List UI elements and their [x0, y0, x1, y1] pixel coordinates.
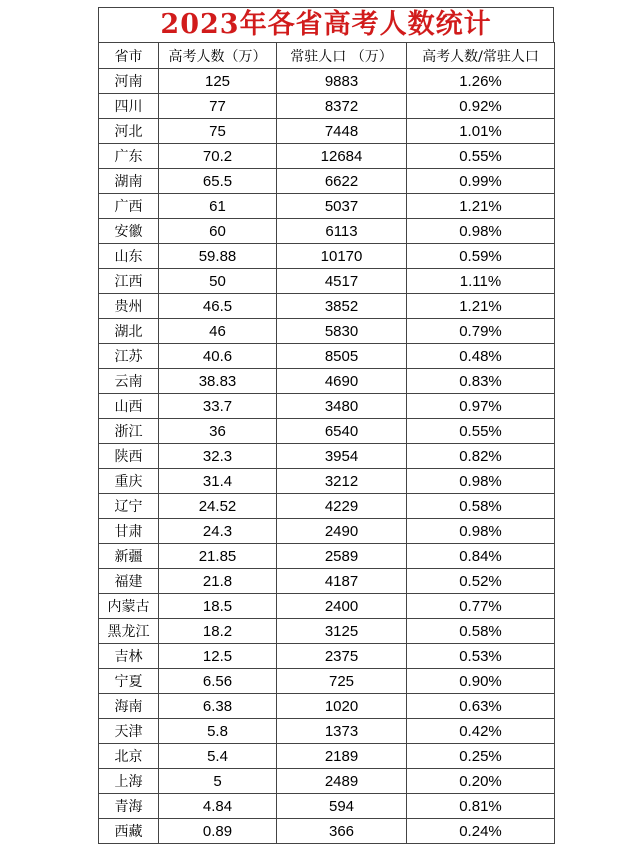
ratio-cell: 0.42%: [407, 719, 555, 744]
population-cell: 6113: [277, 219, 407, 244]
table-row: [99, 69, 555, 94]
population-cell: 8505: [277, 344, 407, 369]
population-cell: 2375: [277, 644, 407, 669]
exam-count-cell: 33.7: [159, 394, 277, 419]
exam-count-cell: 77: [159, 94, 277, 119]
table-row: [99, 744, 555, 769]
province-cell: 安徽: [99, 219, 159, 244]
ratio-cell: 0.52%: [407, 569, 555, 594]
header-row: [99, 43, 555, 69]
exam-count-cell: 31.4: [159, 469, 277, 494]
table-row: [99, 294, 555, 319]
province-cell: 湖北: [99, 319, 159, 344]
population-cell: 12684: [277, 144, 407, 169]
table-row: [99, 344, 555, 369]
province-cell: 吉林: [99, 644, 159, 669]
province-cell: 黑龙江: [99, 619, 159, 644]
population-cell: 3954: [277, 444, 407, 469]
population-cell: 9883: [277, 69, 407, 94]
exam-count-cell: 24.52: [159, 494, 277, 519]
province-cell: 西藏: [99, 819, 159, 844]
table-row: [99, 94, 555, 119]
ratio-cell: 0.24%: [407, 819, 555, 844]
province-cell: 陕西: [99, 444, 159, 469]
province-cell: 重庆: [99, 469, 159, 494]
province-cell: 云南: [99, 369, 159, 394]
population-cell: 594: [277, 794, 407, 819]
population-cell: 8372: [277, 94, 407, 119]
population-cell: 2189: [277, 744, 407, 769]
province-cell: 浙江: [99, 419, 159, 444]
ratio-cell: 0.59%: [407, 244, 555, 269]
table-row: [99, 394, 555, 419]
table-row: [99, 119, 555, 144]
exam-count-cell: 46.5: [159, 294, 277, 319]
ratio-cell: 0.77%: [407, 594, 555, 619]
ratio-cell: 1.01%: [407, 119, 555, 144]
exam-count-cell: 24.3: [159, 519, 277, 544]
header-population: 常驻人口 （万）: [277, 43, 407, 69]
ratio-cell: 1.11%: [407, 269, 555, 294]
table-row: [99, 369, 555, 394]
province-cell: 湖南: [99, 169, 159, 194]
ratio-cell: 0.58%: [407, 619, 555, 644]
exam-count-cell: 5.4: [159, 744, 277, 769]
ratio-cell: 0.98%: [407, 519, 555, 544]
population-cell: 2400: [277, 594, 407, 619]
exam-count-cell: 5.8: [159, 719, 277, 744]
table-row: [99, 444, 555, 469]
exam-count-cell: 12.5: [159, 644, 277, 669]
ratio-cell: 0.25%: [407, 744, 555, 769]
ratio-cell: 0.83%: [407, 369, 555, 394]
exam-count-cell: 40.6: [159, 344, 277, 369]
province-cell: 福建: [99, 569, 159, 594]
province-cell: 贵州: [99, 294, 159, 319]
population-cell: 7448: [277, 119, 407, 144]
exam-count-cell: 75: [159, 119, 277, 144]
ratio-cell: 0.58%: [407, 494, 555, 519]
population-cell: 4517: [277, 269, 407, 294]
table-row: [99, 669, 555, 694]
province-cell: 内蒙古: [99, 594, 159, 619]
province-cell: 宁夏: [99, 669, 159, 694]
population-cell: 3125: [277, 619, 407, 644]
table-row: [99, 694, 555, 719]
population-cell: 5830: [277, 319, 407, 344]
population-cell: 725: [277, 669, 407, 694]
header-ratio: 高考人数/常驻人口: [407, 43, 555, 69]
ratio-cell: 0.63%: [407, 694, 555, 719]
province-cell: 天津: [99, 719, 159, 744]
province-cell: 海南: [99, 694, 159, 719]
table-row: [99, 819, 555, 844]
exam-count-cell: 5: [159, 769, 277, 794]
header-province: 省市: [99, 43, 159, 69]
exam-count-cell: 36: [159, 419, 277, 444]
exam-count-cell: 38.83: [159, 369, 277, 394]
exam-count-cell: 59.88: [159, 244, 277, 269]
exam-count-cell: 21.8: [159, 569, 277, 594]
gaokao-table: [98, 42, 555, 844]
table-row: [99, 594, 555, 619]
province-cell: 广东: [99, 144, 159, 169]
table-row: [99, 269, 555, 294]
ratio-cell: 1.26%: [407, 69, 555, 94]
exam-count-cell: 60: [159, 219, 277, 244]
ratio-cell: 1.21%: [407, 194, 555, 219]
province-cell: 江西: [99, 269, 159, 294]
exam-count-cell: 65.5: [159, 169, 277, 194]
ratio-cell: 0.84%: [407, 544, 555, 569]
exam-count-cell: 50: [159, 269, 277, 294]
population-cell: 3212: [277, 469, 407, 494]
population-cell: 2589: [277, 544, 407, 569]
province-cell: 山东: [99, 244, 159, 269]
ratio-cell: 0.92%: [407, 94, 555, 119]
ratio-cell: 0.79%: [407, 319, 555, 344]
header-exam-count: 高考人数（万）: [159, 43, 277, 69]
table-row: [99, 469, 555, 494]
table-title: 2023年各省高考人数统计: [98, 7, 554, 42]
ratio-cell: 0.81%: [407, 794, 555, 819]
ratio-cell: 0.53%: [407, 644, 555, 669]
exam-count-cell: 46: [159, 319, 277, 344]
population-cell: 2489: [277, 769, 407, 794]
table-row: [99, 419, 555, 444]
province-cell: 四川: [99, 94, 159, 119]
province-cell: 山西: [99, 394, 159, 419]
population-cell: 6540: [277, 419, 407, 444]
population-cell: 3480: [277, 394, 407, 419]
exam-count-cell: 21.85: [159, 544, 277, 569]
exam-count-cell: 32.3: [159, 444, 277, 469]
ratio-cell: 0.98%: [407, 219, 555, 244]
ratio-cell: 0.48%: [407, 344, 555, 369]
table-row: [99, 169, 555, 194]
province-cell: 上海: [99, 769, 159, 794]
province-cell: 甘肃: [99, 519, 159, 544]
province-cell: 广西: [99, 194, 159, 219]
exam-count-cell: 6.38: [159, 694, 277, 719]
stats-sheet: [98, 7, 554, 844]
population-cell: 1020: [277, 694, 407, 719]
table-row: [99, 194, 555, 219]
table-body: [99, 69, 555, 844]
population-cell: 4229: [277, 494, 407, 519]
ratio-cell: 0.90%: [407, 669, 555, 694]
population-cell: 6622: [277, 169, 407, 194]
table-row: [99, 244, 555, 269]
province-cell: 辽宁: [99, 494, 159, 519]
exam-count-cell: 18.5: [159, 594, 277, 619]
province-cell: 河北: [99, 119, 159, 144]
exam-count-cell: 61: [159, 194, 277, 219]
exam-count-cell: 4.84: [159, 794, 277, 819]
ratio-cell: 0.98%: [407, 469, 555, 494]
ratio-cell: 0.55%: [407, 419, 555, 444]
province-cell: 江苏: [99, 344, 159, 369]
exam-count-cell: 125: [159, 69, 277, 94]
province-cell: 河南: [99, 69, 159, 94]
table-row: [99, 144, 555, 169]
table-row: [99, 569, 555, 594]
ratio-cell: 0.20%: [407, 769, 555, 794]
population-cell: 3852: [277, 294, 407, 319]
table-row: [99, 544, 555, 569]
population-cell: 366: [277, 819, 407, 844]
province-cell: 北京: [99, 744, 159, 769]
exam-count-cell: 0.89: [159, 819, 277, 844]
ratio-cell: 0.97%: [407, 394, 555, 419]
table-row: [99, 319, 555, 344]
exam-count-cell: 70.2: [159, 144, 277, 169]
population-cell: 5037: [277, 194, 407, 219]
exam-count-cell: 6.56: [159, 669, 277, 694]
table-row: [99, 719, 555, 744]
population-cell: 4690: [277, 369, 407, 394]
province-cell: 青海: [99, 794, 159, 819]
table-row: [99, 794, 555, 819]
table-row: [99, 494, 555, 519]
ratio-cell: 0.55%: [407, 144, 555, 169]
population-cell: 2490: [277, 519, 407, 544]
table-row: [99, 619, 555, 644]
province-cell: 新疆: [99, 544, 159, 569]
ratio-cell: 0.82%: [407, 444, 555, 469]
table-row: [99, 644, 555, 669]
exam-count-cell: 18.2: [159, 619, 277, 644]
ratio-cell: 1.21%: [407, 294, 555, 319]
population-cell: 4187: [277, 569, 407, 594]
table-row: [99, 219, 555, 244]
ratio-cell: 0.99%: [407, 169, 555, 194]
population-cell: 10170: [277, 244, 407, 269]
table-row: [99, 769, 555, 794]
population-cell: 1373: [277, 719, 407, 744]
table-row: [99, 519, 555, 544]
